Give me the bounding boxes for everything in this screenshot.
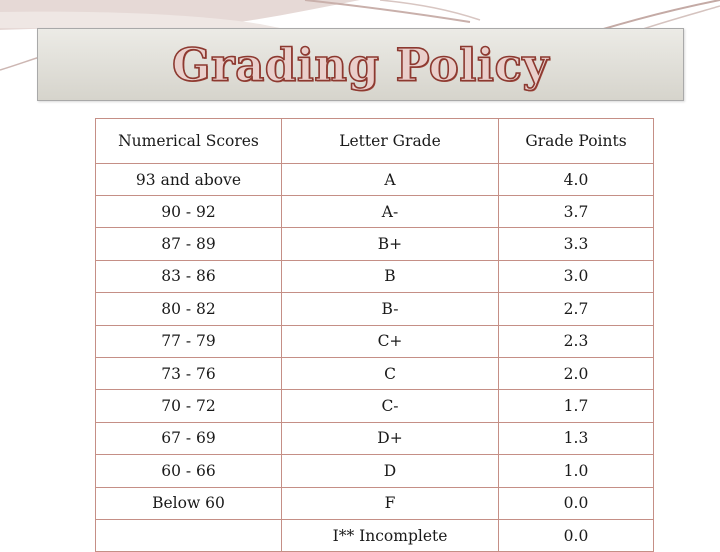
table-header-row bbox=[96, 119, 654, 164]
numerical-score-cell: 80 - 82 bbox=[96, 293, 282, 325]
numerical-score-cell: 60 - 66 bbox=[96, 455, 282, 487]
grade-points-cell: 2.0 bbox=[499, 357, 654, 389]
grade-points-cell: 3.0 bbox=[499, 260, 654, 292]
grade-points-cell: 0.0 bbox=[499, 487, 654, 519]
numerical-score-cell: 90 - 92 bbox=[96, 196, 282, 228]
table-row bbox=[96, 260, 654, 292]
table-row bbox=[96, 519, 654, 551]
grade-points-cell: 1.0 bbox=[499, 455, 654, 487]
grade-points-cell: 2.3 bbox=[499, 325, 654, 357]
grade-points-cell: 3.7 bbox=[499, 196, 654, 228]
grade-points-cell: 4.0 bbox=[499, 164, 654, 196]
table-row bbox=[96, 357, 654, 389]
letter-grade-cell: A- bbox=[282, 196, 499, 228]
letter-grade-cell: D bbox=[282, 455, 499, 487]
title-banner bbox=[37, 28, 684, 101]
numerical-score-cell: 73 - 76 bbox=[96, 357, 282, 389]
numerical-score-cell: Below 60 bbox=[96, 487, 282, 519]
letter-grade-cell: B+ bbox=[282, 228, 499, 260]
table-row bbox=[96, 293, 654, 325]
table-row bbox=[96, 455, 654, 487]
table-row bbox=[96, 487, 654, 519]
header-letter-grade: Letter Grade bbox=[282, 119, 499, 164]
letter-grade-cell: I** Incomplete bbox=[282, 519, 499, 551]
letter-grade-cell: A bbox=[282, 164, 499, 196]
numerical-score-cell: 77 - 79 bbox=[96, 325, 282, 357]
letter-grade-cell: C bbox=[282, 357, 499, 389]
numerical-score-cell bbox=[96, 519, 282, 551]
header-grade-points: Grade Points bbox=[499, 119, 654, 164]
numerical-score-cell: 83 - 86 bbox=[96, 260, 282, 292]
grade-points-cell: 2.7 bbox=[499, 293, 654, 325]
grade-points-cell: 0.0 bbox=[499, 519, 654, 551]
letter-grade-cell: F bbox=[282, 487, 499, 519]
letter-grade-cell: D+ bbox=[282, 422, 499, 454]
numerical-score-cell: 70 - 72 bbox=[96, 390, 282, 422]
grading-table bbox=[95, 118, 654, 552]
grade-points-cell: 3.3 bbox=[499, 228, 654, 260]
grade-points-cell: 1.3 bbox=[499, 422, 654, 454]
letter-grade-cell: B- bbox=[282, 293, 499, 325]
numerical-score-cell: 87 - 89 bbox=[96, 228, 282, 260]
table-row bbox=[96, 325, 654, 357]
page-title: Grading Policy bbox=[171, 38, 550, 91]
numerical-score-cell: 67 - 69 bbox=[96, 422, 282, 454]
header-numerical-scores: Numerical Scores bbox=[96, 119, 282, 164]
letter-grade-cell: B bbox=[282, 260, 499, 292]
table-row bbox=[96, 422, 654, 454]
numerical-score-cell: 93 and above bbox=[96, 164, 282, 196]
letter-grade-cell: C- bbox=[282, 390, 499, 422]
table-row bbox=[96, 164, 654, 196]
table-row bbox=[96, 196, 654, 228]
table-row bbox=[96, 228, 654, 260]
letter-grade-cell: C+ bbox=[282, 325, 499, 357]
table-row bbox=[96, 390, 654, 422]
grade-points-cell: 1.7 bbox=[499, 390, 654, 422]
